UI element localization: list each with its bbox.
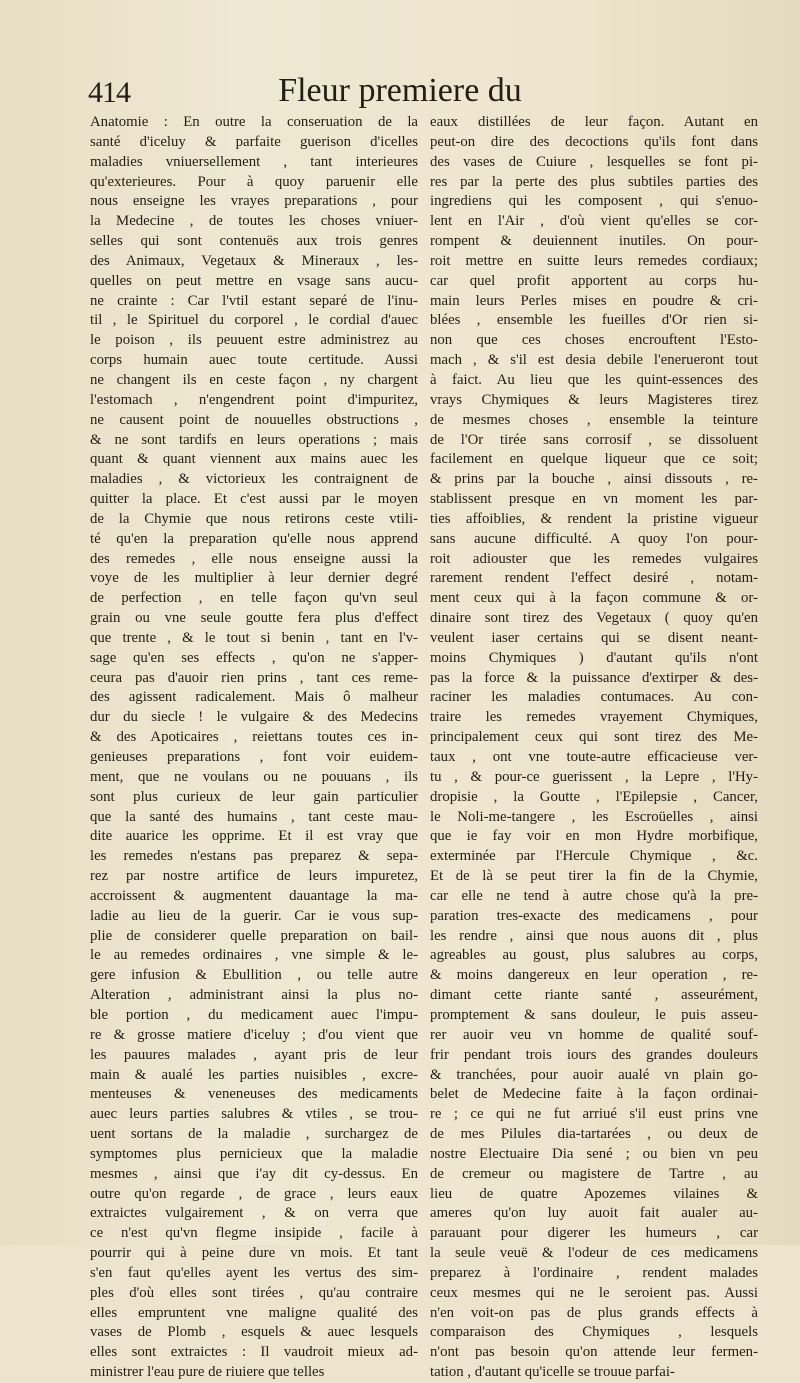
text-line: quitter la place. Et c'est aussi par le moyen	[90, 491, 418, 508]
text-line: que ie fay voir en mon Hydre morbifique,	[430, 828, 758, 845]
text-line: agreables au goust, plus salubres au corps,	[430, 947, 758, 964]
text-line: ingrediens qui les composent , qui s'enuo-	[430, 193, 758, 210]
page-header	[0, 68, 800, 112]
text-line: tation , d'autant qu'icelle se trouue parfai-	[430, 1364, 675, 1381]
text-line: rarement rendent l'effect desiré , notam-	[430, 570, 758, 587]
text-line: ne crainte : Car l'vtil estant separé de l'inu-	[90, 292, 418, 309]
text-line: maladies , & victorieux les contraignent de	[90, 471, 418, 488]
text-line: main leurs Perles mises en poudre & cri-	[430, 292, 758, 309]
text-line: principalement ceux qui sont tirez des Me-	[430, 729, 758, 746]
text-line: menteuses & veneneuses des medicaments	[90, 1086, 418, 1103]
text-line: roit adiouster que les remedes vulgaires	[430, 550, 758, 567]
text-line: mesmes , ainsi que i'ay dit cy-dessus. En	[90, 1165, 418, 1182]
text-line: lent en l'Air , d'où vient qu'elles se cor-	[430, 213, 758, 230]
text-line: les pauures malades , ayant pris de leur	[90, 1046, 418, 1063]
text-line: de l'Or tirée sans corrosif , se dissoluent	[430, 431, 758, 448]
text-line: veulent iaser certains qui se disent neant-	[430, 629, 758, 646]
text-line: dur du siecle ! le vulgaire & des Medecins	[90, 709, 418, 726]
text-line: re & grosse matiere d'iceluy ; d'ou vient que	[90, 1026, 418, 1043]
text-line: dimant cette riante santé , asseurément,	[430, 987, 758, 1004]
text-line: nostre Electuaire Dia sené ; ou bien vn peu	[430, 1145, 758, 1162]
text-line: & tranchées, pour auoir aualé vn plain go-	[430, 1066, 758, 1083]
text-line: les rendre , ainsi que nous auons dit , plus	[430, 927, 758, 944]
text-line: lieu de quatre Apozemes vilaines &	[430, 1185, 758, 1202]
text-line: quant & quant viennent aux mains auec les	[90, 451, 418, 468]
text-line: des vases de Cuiure , lesquelles se font pi-	[430, 153, 758, 170]
text-line: le au remedes ordinaires , vne simple & le-	[90, 947, 418, 964]
text-line: extraictes vulgairement , & on verra que	[90, 1205, 418, 1222]
text-line: rompent & deuiennent inutiles. On pour-	[430, 233, 758, 250]
text-line: la seule veuë & l'odeur de ces medicamens	[430, 1245, 758, 1262]
text-line: genieuses preparations , font voir euidem-	[90, 749, 418, 765]
text-line: rez par nostre artifice de leurs impuretez,	[90, 868, 418, 885]
text-line: s'en faut qu'elles ayent les vertus des sim-	[90, 1264, 418, 1281]
text-line: de cremeur ou magistere de Tartre , au	[430, 1165, 758, 1182]
right-text-column	[430, 113, 758, 1383]
text-line: dite auarice les opprime. Et il est vray que	[90, 828, 418, 845]
text-line: plie de considerer quelle preparation on bail-	[90, 927, 418, 944]
text-line: & moins dangereux en leur operation , re-	[430, 967, 758, 984]
text-line: des agissent radicalement. Mais ô malheur	[90, 689, 418, 706]
text-line: qu'exterieures. Pour à quoy paruenir elle	[90, 173, 418, 190]
text-line: de mesmes choses , ensemble la teinture	[430, 411, 758, 428]
text-line: té qu'en la preparation qu'elle nous apprend	[90, 530, 418, 547]
text-line: raciner les maladies contumaces. Au con-	[430, 689, 758, 706]
text-line: Alteration , administrant ainsi la plus no-	[90, 987, 418, 1004]
text-line: ne changent ils en ceste façon , ny chargent	[90, 371, 418, 388]
text-line: grain ou vne seule goutte fera plus d'effect	[90, 610, 418, 627]
text-line: exterminée par l'Hercule Chymique , &c.	[430, 848, 758, 865]
text-line: & prins par la bouche , ainsi dissouts , re-	[430, 471, 758, 488]
text-line: de perfection , en telle façon qu'vn seul	[90, 590, 418, 607]
text-line: belet de Medecine faite à la façon ordinai-	[430, 1086, 758, 1103]
text-line: blées , ensemble les fueilles d'Or rien si-	[430, 312, 758, 329]
text-line: auec leurs parties salubres & vtiles , se trou-	[90, 1106, 418, 1123]
text-line: main & aualé les parties nuisibles , excre-	[90, 1066, 418, 1083]
text-line: facilement en quelque liqueur que ce soit;	[430, 451, 758, 468]
text-line: santé d'iceluy & parfaite guerison d'icelles	[90, 133, 418, 150]
text-line: voye de les multiplier à leur dernier degré	[90, 570, 418, 587]
text-line: ceura pas d'auoir rien prins , tant ces reme-	[90, 669, 418, 686]
text-line: gere infusion & Ebullition , ou telle autre	[90, 967, 418, 984]
text-line: ministrer l'eau pure de riuiere que telles	[90, 1364, 325, 1381]
text-line: des Animaux, Vegetaux & Mineraux , les-	[90, 252, 418, 269]
text-line: non que ces choses encrouftent l'Esto-	[430, 332, 758, 349]
text-line: taux , ont vne toute-autre efficacieuse ver-	[430, 749, 758, 765]
text-line: pas la force & la puissance d'extirper & des-	[430, 669, 758, 686]
text-line: pourrir qui à peine dure vn mois. Et tant	[90, 1245, 418, 1262]
text-line: selles qui sont contenuës aux trois genres	[90, 233, 418, 250]
text-line: la Medecine , de toutes les choses vniuer-	[90, 213, 418, 230]
text-line: promptement & sans douleur, le puis asseu-	[430, 1006, 758, 1023]
text-line: re ; ce qui ne fut arriué s'il eust prins vne	[430, 1106, 758, 1123]
text-line: Anatomie : En outre la conseruation de la	[90, 114, 418, 130]
text-line: les remedes n'estans pas preparez & sepa-	[90, 848, 418, 865]
text-line: comparaison des Chymiques , lesquels	[430, 1324, 758, 1341]
text-line: ladie au lieu de la guerir. Car ie vous sup-	[90, 907, 418, 924]
text-line: tu , & pour-ce guerissent , la Lepre , l'Hy-	[430, 768, 758, 785]
left-text-column	[90, 113, 418, 1383]
text-line: ples d'où elles sont tirées , qu'au contraire	[90, 1284, 418, 1301]
text-line: ceux mesmes qui ne le seroient pas. Aussi	[430, 1284, 758, 1301]
text-line: l'estomach , n'engendrent point d'impuritez,	[90, 391, 418, 408]
text-line: le Noli-me-tangere , les Escroüelles , ainsi	[430, 808, 758, 825]
text-line: des remedes , elle nous enseigne aussi la	[90, 550, 418, 567]
text-line: n'en voit-on pas de plus grands effects à	[430, 1304, 758, 1321]
text-line: maladies vniuersellement , tant interieures	[90, 153, 418, 170]
text-line: ne causent point de nouuelles obstructions ,	[90, 411, 418, 428]
text-line: & ne sont tardifs en leurs operations ; mais	[90, 431, 418, 448]
text-line: preparez à l'ordinaire , rendent malades	[430, 1264, 758, 1281]
text-line: le poison , ils peuuent estre administrez au	[90, 332, 418, 349]
text-line: ble portion , du medicament auec l'impu-	[90, 1006, 418, 1023]
text-line: roit mettre en suitte leurs remedes cordiaux;	[430, 252, 758, 269]
text-line: frir pendant trois iours des grandes douleurs	[430, 1046, 758, 1063]
text-line: dropisie , la Goutte , l'Epilepsie , Cancer,	[430, 788, 758, 805]
text-line: rer auoir veu vn homme de qualité souf-	[430, 1026, 758, 1043]
text-line: Et de là se peut tirer la fin de la Chymie,	[430, 868, 758, 885]
text-line: traire les remedes vrayement Chymiques,	[430, 709, 758, 726]
text-line: ameres qu'on luy auoit fait aualer au-	[430, 1205, 758, 1222]
text-line: que trente , & le tout si benin , tant en l'v-	[90, 629, 418, 646]
text-line: eaux distillées de leur façon. Autant en	[430, 114, 758, 130]
running-title: Fleur premiere du	[278, 72, 522, 109]
text-line: til , le Spirituel du corporel , le cordial d'auec	[90, 312, 418, 329]
text-line: car quel profit apportent au corps hu-	[430, 272, 758, 289]
text-line: outre qu'on regarde , de grace , leurs eaux	[90, 1185, 418, 1202]
text-line: ties affoiblies, & rendent la pristine vigueur	[430, 510, 758, 527]
text-line: paration tres-exacte des medicamens , pour	[430, 907, 758, 924]
text-line: res par la perte des plus subtiles parties des	[430, 173, 758, 190]
text-line: de mes Pilules dia-tartarées , ou deux de	[430, 1126, 758, 1143]
text-line: accroissent & augmentent dauantage la ma-	[90, 887, 418, 904]
text-line: quelles on peut mettre en vsage sans aucu-	[90, 272, 418, 289]
page-number: 414	[88, 76, 130, 109]
text-line: vases de Plomb , esquels & auec lesquels	[90, 1324, 418, 1341]
text-line: de la Chymie que nous retirons ceste vtili-	[90, 510, 418, 527]
text-line: mach , & s'il est desia debile l'enerueront tout	[430, 352, 758, 369]
text-line: uent sortans de la maladie , surchargez de	[90, 1126, 418, 1143]
text-line: symptomes plus pernicieux que la maladie	[90, 1145, 418, 1162]
text-line: elles sont extraictes : Il vaudroit mieux ad-	[90, 1344, 418, 1361]
text-line: vrays Chymiques & leurs Magisteres tirez	[430, 391, 758, 408]
text-line: car elle ne tend à autre chose qu'à la pre-	[430, 887, 758, 904]
text-line: ce n'est qu'vn flegme insipide , facile à	[90, 1225, 418, 1242]
text-line: à faict. Au lieu que les quint-essences des	[430, 371, 758, 388]
text-line: ment ceux qui à la façon commune & or-	[430, 590, 758, 607]
text-line: ment, que ne voulans ou ne pouuans , ils	[90, 768, 418, 785]
text-line: corps humain auec toute certitude. Aussi	[90, 352, 418, 369]
text-line: elles empruntent vne maligne qualité des	[90, 1304, 418, 1321]
text-line: nous enseigne les vrayes preparations , pour	[90, 193, 418, 210]
text-line: sage qu'en ses effects , qu'on ne s'apper-	[90, 649, 418, 666]
text-line: n'ont pas besoin qu'on attende leur fermen-	[430, 1344, 758, 1361]
text-line: moins Chymiques ) d'autant qu'ils n'ont	[430, 649, 758, 666]
text-line: peut-on dire des decoctions qu'ils font dans	[430, 133, 758, 150]
text-line: que la santé des humains , tant ceste mau-	[90, 808, 418, 825]
text-line: sont plus curieux de leur gain particulier	[90, 788, 418, 805]
text-line: sans aucune difficulté. A quoy l'on pour-	[430, 530, 758, 547]
text-line: stablissent presque en vn moment les par-	[430, 491, 758, 508]
text-line: & des Apoticaires , reiettans toutes ces in-	[90, 729, 418, 746]
text-line: dinaire sont tirez des Vegetaux ( quoy qu'en	[430, 610, 758, 627]
text-line: parauant pour digerer les humeurs , car	[430, 1225, 758, 1242]
